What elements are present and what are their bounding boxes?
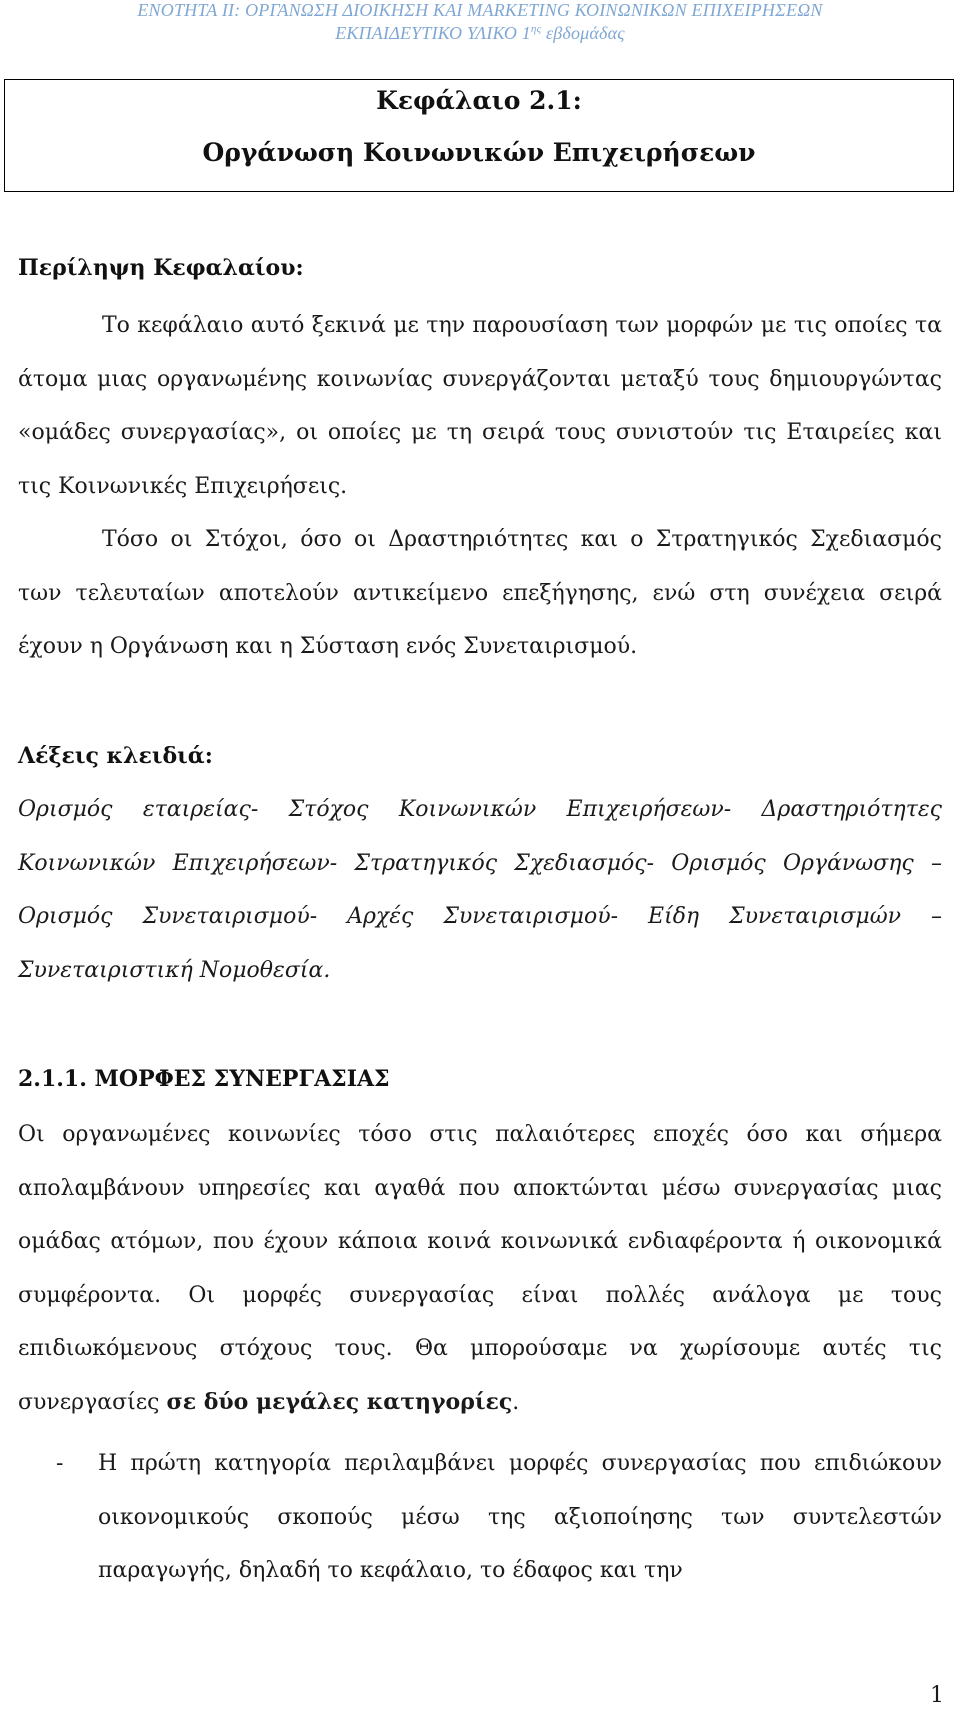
keywords-heading: Λέξεις κλειδιά: bbox=[18, 743, 213, 769]
running-header-line-2 bbox=[0, 23, 960, 44]
summary-heading: Περίληψη Κεφαλαίου: bbox=[18, 255, 304, 281]
section-paragraph-emphasis: σε δύο μεγάλες κατηγορίες bbox=[166, 1388, 513, 1415]
section-paragraph bbox=[18, 1108, 942, 1430]
header-ordinal-suffix: ης bbox=[530, 23, 542, 35]
chapter-title-box bbox=[4, 79, 954, 192]
running-header-line-1: ΕΝΟΤΗΤΑ ΙΙ: ΟΡΓΑΝΩΣΗ ΔΙΟΙΚΗΣΗ ΚΑΙ MARKETING ΚΟΙΝΩΝΙΚΩΝ ΕΠΙΧΕΙΡΗΣΕΩΝ bbox=[137, 0, 823, 20]
chapter-number: Κεφάλαιο 2.1: bbox=[376, 86, 582, 115]
section-paragraph-text: Οι οργανωμένες κοινωνίες τόσο στις παλαιότερες εποχές όσο και σήμερα απολαμβάνουν υπηρεσίες και αγαθά που αποκτώνται μέσω συνεργασίας μιας ομάδας ατόμων, που έχουν κάποια κοινά κοινωνικά ενδιαφέροντα ή οικονομικά συμφέροντα. Οι μορφές συνεργασίας είναι πολλές ανάλογα με τους επιδιωκόμενους στόχους τους. Θα μπορούσαμε να χωρίσουμε αυτές τις συνεργασίες bbox=[18, 1122, 942, 1415]
summary-paragraph-2: Τόσο οι Στόχοι, όσο οι Δραστηριότητες και ο Στρατηγικός Σχεδιασμός των τελευταίων αποτελούν αντικείμενο επεξήγησης, ενώ στη συνέχεια σειρά έχουν η Οργάνωση και η Σύσταση ενός Συνεταιρισμού. bbox=[18, 527, 942, 660]
list-item: Η πρώτη κατηγορία περιλαμβάνει μορφές συνεργασίας που επιδιώκουν οικονομικούς σκοπούς μέσω της αξιοποίησης των συντελεστών παραγωγής, δηλαδή το κεφάλαιο, το έδαφος και την bbox=[98, 1451, 942, 1584]
summary-paragraph-1: Το κεφάλαιο αυτό ξεκινά με την παρουσίαση των μορφών με τις οποίες τα άτομα μιας οργανωμένης κοινωνίας συνεργάζονται μεταξύ τους δημιουργώντας «ομάδες συνεργασίας», οι οποίες με τη σειρά τους συνιστούν τις Εταιρείες και τις Κοινωνικές Επιχειρήσεις. bbox=[18, 313, 942, 499]
header-material-label: ΕΚΠΑΙΔΕΥΤΙΚΟ ΥΛΙΚΟ 1 bbox=[335, 23, 531, 43]
keywords-list: Ορισμός εταιρείας- Στόχος Κοινωνικών Επιχειρήσεων- Δραστηριότητες Κοινωνικών Επιχειρήσεων- Στρατηγικός Σχεδιασμός- Ορισμός Οργάνωσης – Ορισμός Συνεταιρισμού- Αρχές Συνεταιρισμού- Είδη Συνεταιρισμών – Συνεταιριστική Νομοθεσία. bbox=[18, 797, 942, 983]
header-week-label: εβδομάδας bbox=[541, 23, 625, 43]
section-heading: 2.1.1. ΜΟΡΦΕΣ ΣΥΝΕΡΓΑΣΙΑΣ bbox=[18, 1066, 390, 1092]
list-bullet-dash: - bbox=[56, 1451, 64, 1476]
section-paragraph-end: . bbox=[512, 1389, 520, 1415]
chapter-title: Οργάνωση Κοινωνικών Επιχειρήσεων bbox=[202, 138, 756, 167]
page-number: 1 bbox=[930, 1683, 944, 1708]
